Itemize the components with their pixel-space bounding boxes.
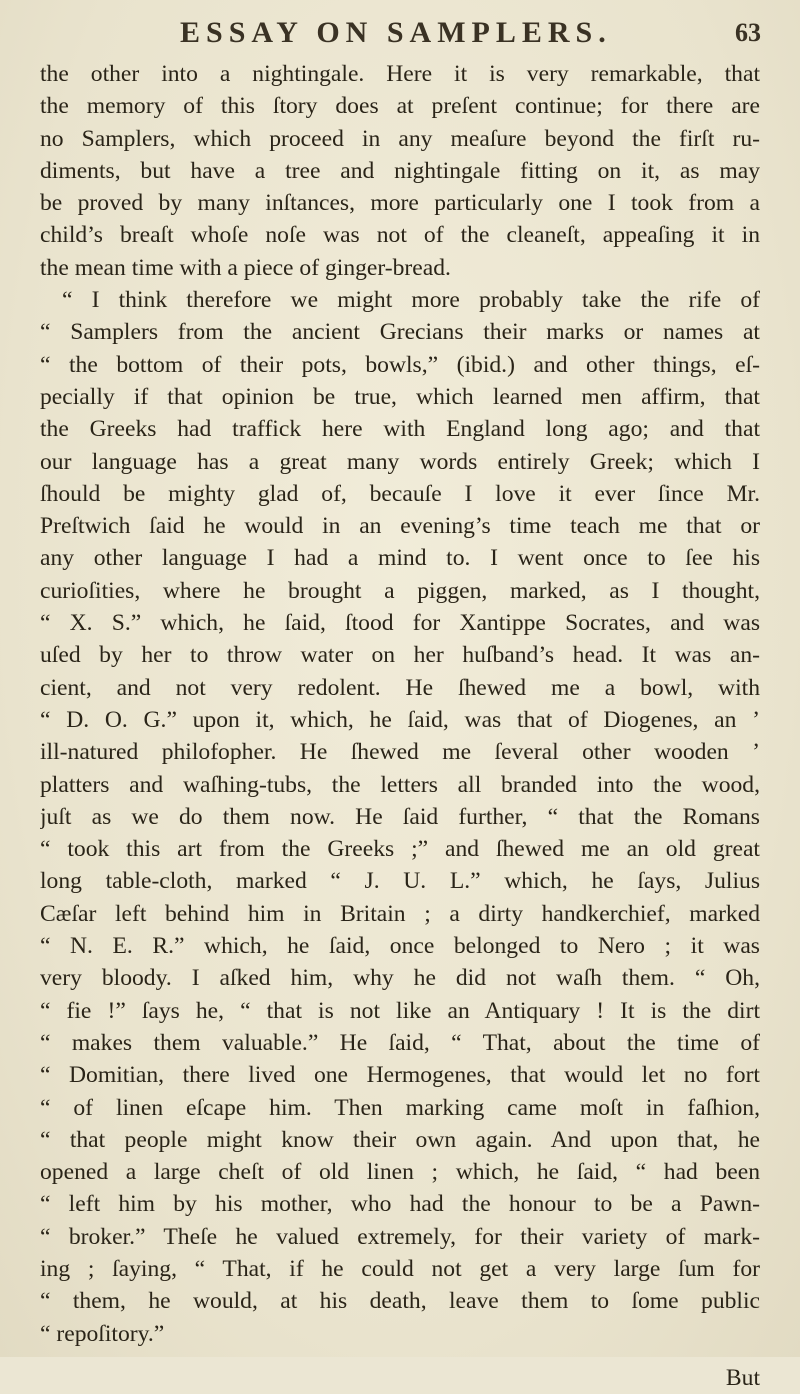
text-line: opened a large cheſt of old linen ; which, he ſaid, “ had been	[40, 1159, 760, 1186]
text-line: cient, and not very redolent. He ſhewed me a bowl, with	[40, 674, 760, 701]
text-line: Preſtwich ſaid he would in an evening’s time teach me that or	[40, 513, 760, 540]
page-header	[0, 16, 800, 56]
catchword: But	[725, 1364, 760, 1391]
text-line: ſhould be mighty glad of, becauſe I love it ever ſince Mr.	[40, 480, 760, 507]
text-line: “ I think therefore we might more probably take the rife of	[62, 287, 760, 314]
text-line: “ X. S.” which, he ſaid, ſtood for Xantippe Socrates, and was	[40, 610, 760, 637]
text-line: pecially if that opinion be true, which learned men affirm, that	[40, 383, 760, 410]
text-line: any other language I had a mind to. I went once to ſee his	[40, 545, 760, 572]
text-line: juſt as we do them now. He ſaid further, “ that the Romans	[40, 803, 760, 830]
text-line: uſed by her to throw water on her huſband’s head. It was an-	[40, 642, 760, 669]
text-line: no Samplers, which proceed in any meaſure beyond the firſt ru-	[40, 125, 760, 152]
text-line: “ the bottom of their pots, bowls,” (ibid.) and other things, eſ-	[40, 351, 760, 378]
text-line: curioſities, where he brought a piggen, marked, as I thought,	[40, 577, 760, 604]
text-line: “ makes them valuable.” He ſaid, “ That, about the time of	[40, 1029, 760, 1056]
text-line: “ repoſitory.”	[40, 1320, 165, 1347]
text-line: “ that people might know their own again. And upon that, he	[40, 1126, 760, 1153]
text-line: “ left him by his mother, who had the honour to be a Pawn-	[40, 1191, 760, 1218]
text-line: the memory of this ſtory does at preſent continue; for there are	[40, 93, 760, 120]
text-line: “ N. E. R.” which, he ſaid, once belonged to Nero ; it was	[40, 933, 760, 960]
text-line: diments, but have a tree and nightingale fitting on it, as may	[40, 157, 760, 184]
text-line: Cæſar left behind him in Britain ; a dirty handkerchief, marked	[40, 900, 760, 927]
text-line: the Greeks had traffick here with England long ago; and that	[40, 416, 760, 443]
text-line: ill-natured philofopher. He ſhewed me ſeveral other wooden ’	[40, 739, 760, 766]
text-line: “ them, he would, at his death, leave them to ſome public	[40, 1288, 760, 1315]
text-line: “ fie !” ſays he, “ that is not like an Antiquary ! It is the dirt	[40, 997, 760, 1024]
body-text	[40, 58, 760, 1394]
text-line: long table-cloth, marked “ J. U. L.” which, he ſays, Julius	[40, 868, 760, 895]
text-line: the other into a nightingale. Here it is very remarkable, that	[40, 61, 760, 87]
text-line: the mean time with a piece of ginger-bread.	[40, 254, 451, 281]
text-line: ing ; ſaying, “ That, if he could not get a very large ſum for	[40, 1255, 760, 1282]
text-line: “ D. O. G.” upon it, which, he ſaid, was that of Diogenes, an ’	[40, 706, 760, 733]
text-line: “ Samplers from the ancient Grecians their marks or names at	[40, 319, 760, 346]
text-line: platters and waſhing-tubs, the letters all branded into the wood,	[40, 771, 760, 798]
page-number: 63	[735, 18, 761, 47]
text-line: our language has a great many words entirely Greek; which I	[40, 448, 760, 475]
text-line: child’s breaſt whoſe noſe was not of the cleaneſt, appeaſing it in	[40, 222, 760, 249]
text-line: “ broker.” Theſe he valued extremely, for their variety of mark-	[40, 1223, 760, 1250]
text-line: be proved by many inſtances, more particularly one I took from a	[40, 190, 760, 217]
running-title: ESSAY ON SAMPLERS.	[180, 16, 612, 49]
text-line: “ of linen eſcape him. Then marking came moſt in faſhion,	[40, 1094, 760, 1121]
text-line: “ took this art from the Greeks ;” and ſhewed me an old great	[40, 836, 760, 863]
text-line: “ Domitian, there lived one Hermogenes, that would let no fort	[40, 1062, 760, 1089]
text-line: very bloody. I aſked him, why he did not waſh them. “ Oh,	[40, 965, 760, 992]
